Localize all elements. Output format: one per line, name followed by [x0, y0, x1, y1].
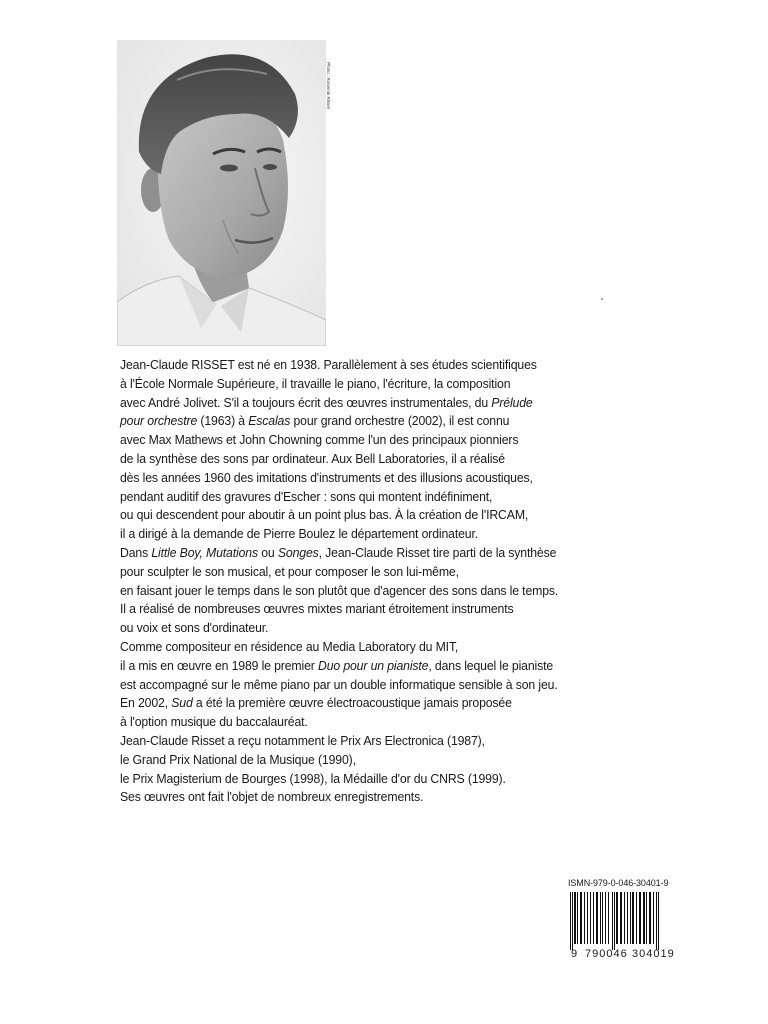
bio-text: , Jean-Claude Risset tire parti de la synthèse	[318, 544, 557, 560]
bio-line	[120, 450, 641, 469]
bio-line	[120, 694, 641, 713]
bio-line	[120, 676, 641, 695]
bio-line	[120, 770, 641, 789]
bio-text: à l'option musique du baccalauréat.	[120, 714, 308, 730]
bio-italic-title: Sud	[171, 695, 193, 711]
barcode-bar	[593, 892, 594, 944]
bio-italic-title: Escalas	[248, 413, 291, 429]
bio-text: pour grand orchestre (2002), il est connu	[290, 413, 510, 429]
bio-text: Jean-Claude RISSET est né en 1938. Parallèlement à ses études scientifiques	[120, 357, 537, 372]
barcode-digit-first: 9	[571, 948, 579, 960]
barcode-bar	[602, 892, 603, 944]
bio-text: (1963) à	[197, 413, 249, 429]
barcode-bar	[605, 892, 606, 944]
barcode-bar	[572, 892, 573, 950]
bio-italic-title: pour orchestre	[120, 413, 198, 429]
portrait-illustration	[117, 40, 326, 346]
barcode-digits-right: 304019	[632, 948, 675, 960]
bio-text: en faisant jouer le temps dans le son plutôt que d'agencer des sons dans le temps.	[120, 582, 559, 598]
print-speck	[601, 298, 603, 300]
bio-line	[120, 713, 641, 732]
bio-line	[120, 657, 641, 676]
bio-line	[120, 394, 641, 413]
barcode-bar	[632, 892, 634, 944]
bio-line	[120, 751, 641, 770]
bio-line	[120, 506, 641, 525]
barcode-bar	[577, 892, 578, 944]
bio-line	[120, 619, 641, 638]
biography-text	[120, 356, 641, 807]
barcode-bar	[646, 892, 647, 944]
bio-text: le Prix Magisterium de Bourges (1998), la Médaille d'or du CNRS (1999).	[120, 770, 506, 786]
bio-text: de la synthèse des sons par ordinateur. Aux Bell Laboratories, il a réalisé	[120, 450, 505, 466]
barcode-bar	[587, 892, 588, 944]
bio-text: Jean-Claude Risset a reçu notamment le Prix Ars Electronica (1987),	[120, 732, 485, 748]
bio-line	[120, 638, 641, 657]
barcode-bar	[590, 892, 591, 944]
bio-italic-title: Prélude	[491, 394, 533, 410]
bio-text: avec Max Mathews et John Chowning comme l'un des principaux pionniers	[120, 432, 519, 448]
bio-italic-title: Songes	[277, 544, 319, 560]
bio-line	[120, 525, 641, 544]
bio-text: Comme compositeur en résidence au Media Laboratory du MIT,	[120, 638, 459, 654]
bio-text: Ses œuvres ont fait l'objet de nombreux enregistrements.	[120, 789, 424, 805]
bio-line	[120, 600, 641, 619]
bio-text: dès les années 1960 des imitations d'instruments et des illusions acoustiques,	[120, 469, 533, 485]
barcode-bar	[616, 892, 618, 944]
photo-credit: Photo : Rosemin Risset	[326, 62, 331, 110]
bio-text: pendant auditif des gravures d'Escher : sons qui montent indéfiniment,	[120, 488, 493, 504]
bio-text: est accompagné sur le même piano par un double informatique sensible à son jeu.	[120, 676, 558, 692]
bio-text: à l'École Normale Supérieure, il travaille le piano, l'écriture, la composition	[120, 375, 511, 391]
bio-line	[120, 469, 641, 488]
barcode-bar	[614, 892, 615, 950]
bio-text: Il a réalisé de nombreuses œuvres mixtes mariant étroitement instruments	[120, 601, 514, 617]
bio-italic-title: Duo pour un pianiste	[317, 657, 429, 673]
barcode-bar	[656, 892, 657, 950]
barcode-bar	[643, 892, 645, 944]
barcode-bar	[570, 892, 571, 950]
bio-text: il a dirigé à la demande de Pierre Boulez le département ordinateur.	[120, 526, 478, 542]
barcode-bar	[600, 892, 601, 944]
bio-line	[120, 563, 641, 582]
bio-line	[120, 544, 641, 563]
barcode-bar	[624, 892, 625, 944]
portrait-photo	[117, 40, 326, 346]
barcode-bar	[636, 892, 637, 944]
ismn-number: ISMN-979-0-046-30401-9	[568, 878, 669, 888]
bio-line	[120, 788, 641, 807]
bio-line	[120, 375, 641, 394]
barcode-bar	[612, 892, 613, 950]
bio-text: pour sculpter le son musical, et pour composer le son lui-même,	[120, 563, 459, 579]
barcode-bar	[649, 892, 651, 944]
barcode-bar	[658, 892, 659, 950]
bio-text: ou qui descendent pour aboutir à un point plus bas. À la création de l'IRCAM,	[120, 507, 529, 523]
barcode-bar	[580, 892, 582, 944]
bio-line	[120, 356, 641, 375]
bio-line	[120, 412, 641, 431]
bio-text: a été la première œuvre électroacoustique jamais proposée	[192, 695, 512, 711]
bio-text: avec André Jolivet. S'il a toujours écrit des œuvres instrumentales, du	[120, 394, 492, 410]
bio-line	[120, 431, 641, 450]
barcode-bar	[574, 892, 576, 944]
bio-line	[120, 732, 641, 751]
bio-line	[120, 488, 641, 507]
barcode-bar	[620, 892, 622, 944]
barcode-bar	[608, 892, 609, 944]
bio-line	[120, 582, 641, 601]
barcode-bar	[630, 892, 631, 944]
bio-text: En 2002,	[120, 695, 172, 711]
bio-text: , dans lequel le pianiste	[428, 657, 554, 673]
bio-text: ou	[257, 544, 278, 560]
barcode-bar	[596, 892, 598, 944]
bio-italic-title: Little Boy, Mutations	[151, 544, 258, 560]
barcode	[566, 892, 682, 950]
bio-text: il a mis en œuvre en 1989 le premier	[120, 657, 318, 673]
barcode-bar	[584, 892, 585, 944]
bio-text: le Grand Prix National de la Musique (1990),	[120, 751, 356, 767]
bio-text: Dans	[120, 544, 152, 560]
bio-text: ou voix et sons d'ordinateur.	[120, 620, 269, 636]
barcode-bar	[639, 892, 641, 944]
barcode-digits-left: 790046	[585, 948, 628, 960]
barcode-bar	[653, 892, 654, 944]
barcode-bar	[627, 892, 628, 944]
